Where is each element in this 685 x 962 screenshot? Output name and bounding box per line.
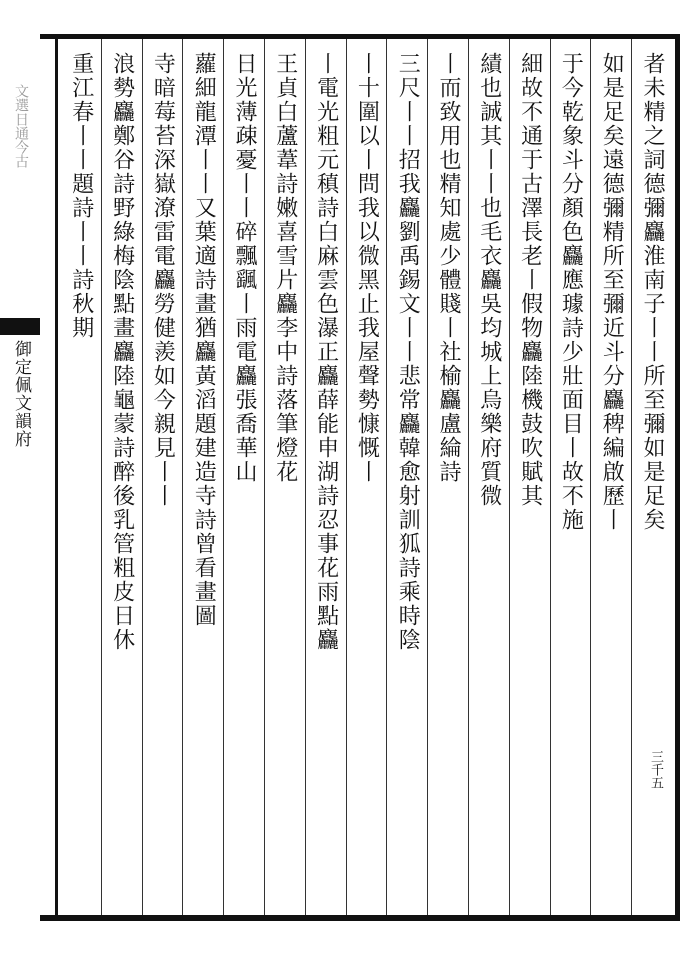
text-column: 丨而致用也精知處少體賤丨社榆麤盧綸詩 xyxy=(435,52,461,484)
text-column: 細故不通于古澤長老丨假物麤陸機鼓吹賦其 xyxy=(517,52,543,508)
text-column: 重江春丨丨題詩丨丨詩秋期 xyxy=(68,52,94,340)
book-title: 御定佩文韻府 xyxy=(11,340,31,448)
column-rule xyxy=(427,39,428,915)
text-column: 如是足矣遠德彌精所至彌近斗分麤稗編啟歷丨 xyxy=(599,52,625,532)
column-rule xyxy=(264,39,265,915)
column-rule xyxy=(223,39,224,915)
column-rule xyxy=(631,39,632,915)
text-column: 寺暗莓苔深嶽潦雷電麤勞健羨如今親見丨丨 xyxy=(150,52,176,508)
margin-band xyxy=(0,318,40,332)
column-rule xyxy=(101,39,102,915)
text-column: 于今乾象斗分顏色麤應璩詩少壯面目丨故不施 xyxy=(558,52,584,532)
text-column: 日光薄疎憂丨丨碎飄颻丨雨電麤張喬華山 xyxy=(231,52,257,484)
text-column: 丨十圍以丨問我以微黑止我屋聲勢慷慨丨 xyxy=(354,52,380,484)
column-rule xyxy=(182,39,183,915)
column-rule xyxy=(590,39,591,915)
column-rule xyxy=(305,39,306,915)
text-column: 王貞白蘆葦詩嫩喜雪片麤李中詩落筆燈花 xyxy=(272,52,298,484)
frame-right-border xyxy=(675,34,680,921)
column-rule xyxy=(386,39,387,915)
column-rule xyxy=(509,39,510,915)
column-rule xyxy=(550,39,551,915)
column-rule xyxy=(468,39,469,915)
text-column: 績也誠其丨丨也毛衣麤吳均城上烏樂府質微 xyxy=(476,52,502,508)
column-rule xyxy=(142,39,143,915)
margin-strip xyxy=(0,40,40,915)
margin-faded-header: 文選日通今古 xyxy=(13,84,29,168)
margin-band-thin xyxy=(0,332,40,335)
frame-bottom-border xyxy=(40,915,680,921)
text-column: 者未精之詞德彌麤淮南子丨丨所至彌如是足矣 xyxy=(639,52,665,532)
frame-left-border xyxy=(55,34,58,921)
text-column: 蘿細龍潭丨丨又葉適詩畫猶麤黃滔題建造寺詩曾看畫圖 xyxy=(191,52,217,628)
text-column: 三尺丨丨招我麤劉禹錫文丨丨悲常麤韓愈射訓狐詩乘時陰 xyxy=(395,52,421,652)
text-column: 浪勢麤鄭谷詩野綠梅陰點畫麤陸龜蒙詩醉後乳管粗皮日休 xyxy=(109,52,135,652)
folio-number: 三千五 xyxy=(648,750,663,789)
column-rule xyxy=(346,39,347,915)
frame-top-border xyxy=(40,34,680,39)
text-column: 丨電光粗元稹詩白麻雲色瀑正麤薛能申湖詩忍事花雨點麤 xyxy=(313,52,339,652)
